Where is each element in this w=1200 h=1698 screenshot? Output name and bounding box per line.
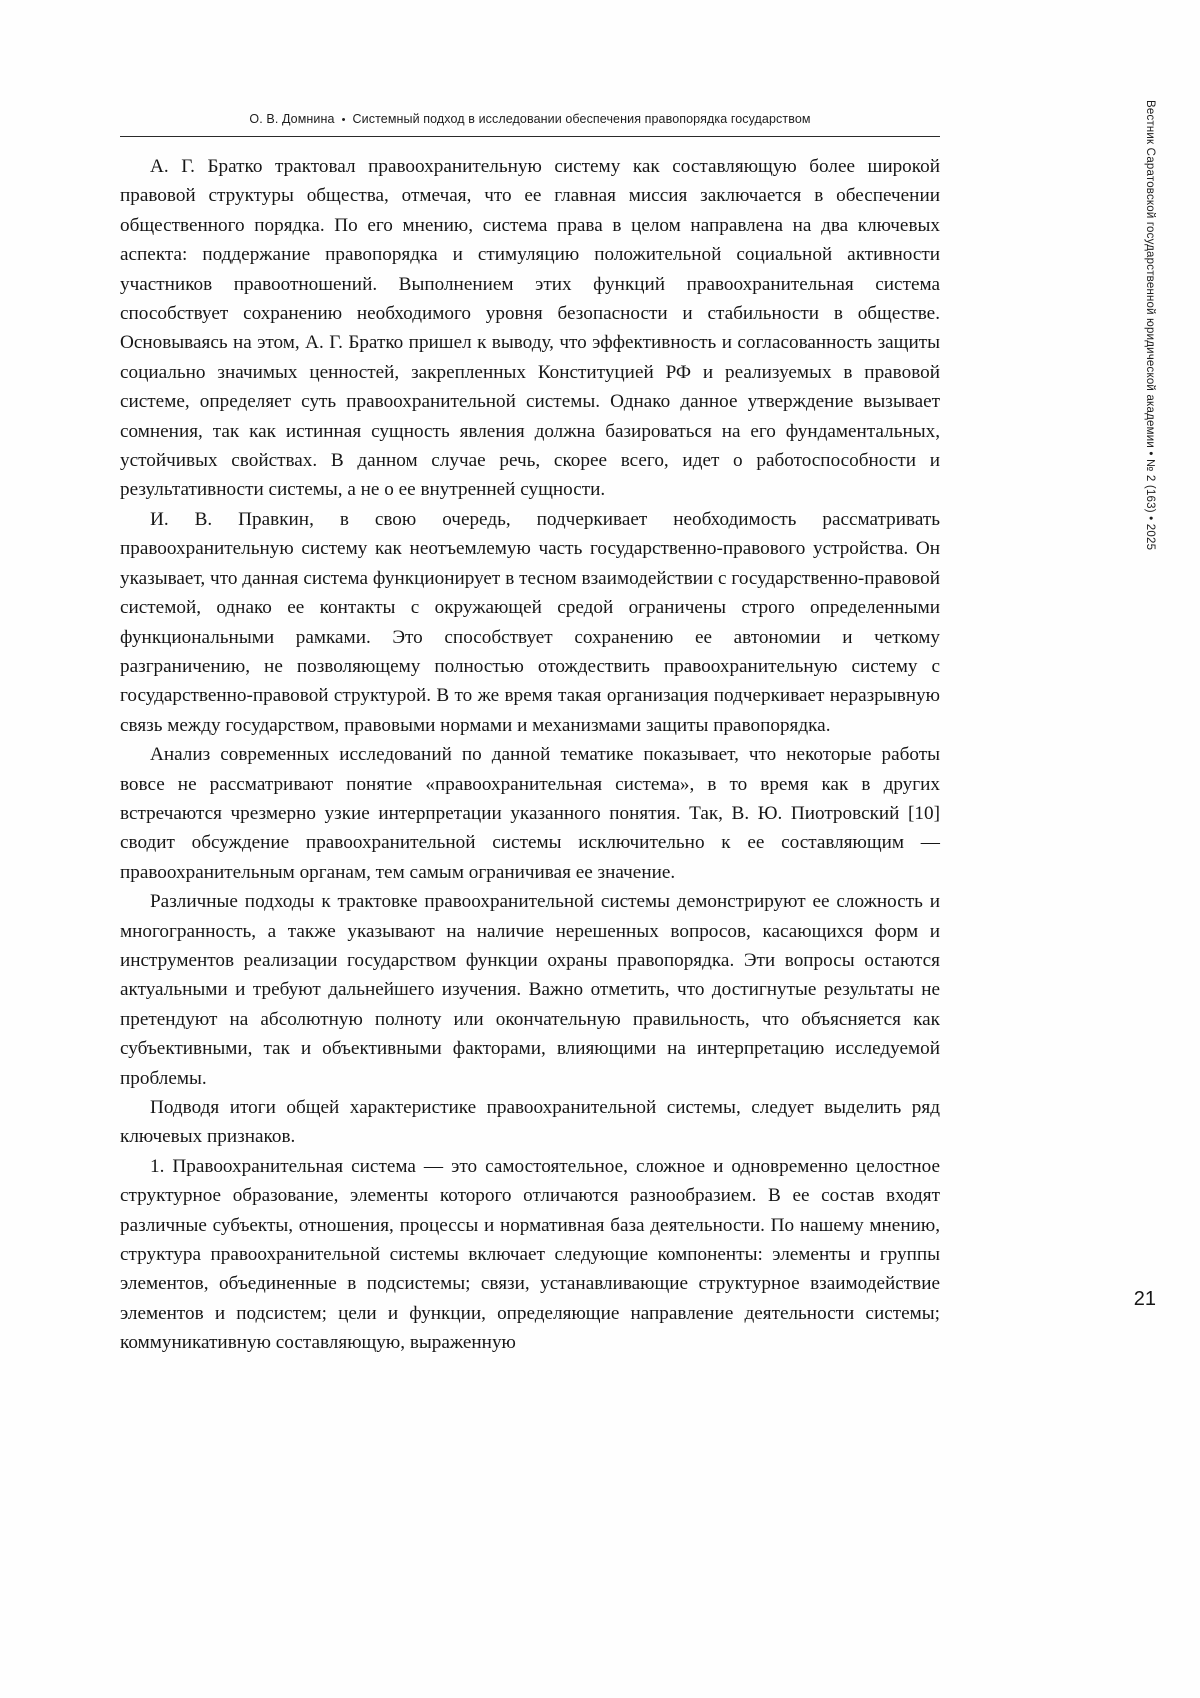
paragraph: И. В. Правкин, в свою очередь, подчеркивает необходимость рассматривать правоохранительную систему как неотъемлемую часть государственно-правового устройства. Он указывает, что данная система функционирует в тесном взаимодействии с государственно-правовой системой, однако ее контакты с окружающей средой ограничены строго определенными функциональными рамками. Это способствует сохранению ее автономии и четкому разграничению, не позволяющему полностью отождествить правоохранительную систему с государственно-правовой структурой. В то же время такая организация подчеркивает неразрывную связь между государством, правовыми нормами и механизмами защиты правопорядка. (120, 508, 940, 736)
paragraph: А. Г. Братко трактовал правоохранительную систему как составляющую более широкой правовой структуры общества, отмечая, что ее главная миссия заключается в обеспечении общественного порядка. По его мнению, система права в целом направлена на два ключевых аспекта: поддержание правопорядка и стимуляцию положительной социальной активности участников правоотношений. Выполнением этих функций правоохранительная система способствует сохранению необходимого уровня безопасности и стабильности в обществе. Основываясь на этом, А. Г. Братко пришел к выводу, что эффективность и согласованность защиты социально значимых ценностей, закрепленных Конституцией РФ и реализуемых в правовой системе, определяет суть правоохранительной системы. Однако данное утверждение вызывает сомнения, так как истинная сущность явления должна базироваться на его фундаментальных, устойчивых свойствах. В данном случае речь, скорее всего, идет о работоспособности и результативности системы, а не о ее внутренней сущности. (120, 156, 940, 501)
running-head (120, 112, 940, 126)
paragraph: Подводя итоги общей характеристике правоохранительной системы, следует выделить ряд ключевых признаков. (120, 1097, 940, 1148)
header-divider (120, 136, 940, 137)
running-head-author: О. В. Домнина (249, 112, 335, 126)
paragraph: 1. Правоохранительная система — это самостоятельное, сложное и одновременно целостное структурное образование, элементы которого отличаются разнообразием. В ее состав входят различные субъекты, отношения, процессы и нормативная база деятельности. По нашему мнению, структура правоохранительной системы включает следующие компоненты: элементы и группы элементов, объединенные в подсистемы; связи, устанавливающие структурное взаимодействие элементов и подсистем; цели и функции, определяющие направление деятельности системы; коммуникативную составляющую, выраженную (120, 1155, 940, 1354)
article-body (120, 152, 940, 1358)
page-number: 21 (1133, 1288, 1156, 1310)
running-head-title: Системный подход в исследовании обеспечения правопорядка государством (352, 112, 811, 126)
paragraph: Анализ современных исследований по данной тематике показывает, что некоторые работы вовсе не рассматривают понятие «правоохранительная система», в то время как в других встречаются чрезмерно узкие интерпретации указанного понятия. Так, В. Ю. Пиотровский [10] сводит обсуждение правоохранительной системы исключительно к ее составляющим — правоохранительным органам, тем самым ограничивая ее значение. (120, 744, 940, 883)
journal-side-note: Вестник Саратовской государственной юридической академии • № 2 (163) • 2025 (1144, 100, 1156, 551)
running-head-separator: • (341, 113, 346, 126)
paragraph: Различные подходы к трактовке правоохранительной системы демонстрируют ее сложность и многогранность, а также указывают на наличие нерешенных вопросов, касающихся форм и инструментов реализации государством функции охраны правопорядка. Эти вопросы остаются актуальными и требуют дальнейшего изучения. Важно отметить, что достигнутые результаты не претендуют на абсолютную полноту или окончательную правильность, что объясняется как субъективными, так и объективными факторами, влияющими на интерпретацию исследуемой проблемы. (120, 891, 940, 1089)
